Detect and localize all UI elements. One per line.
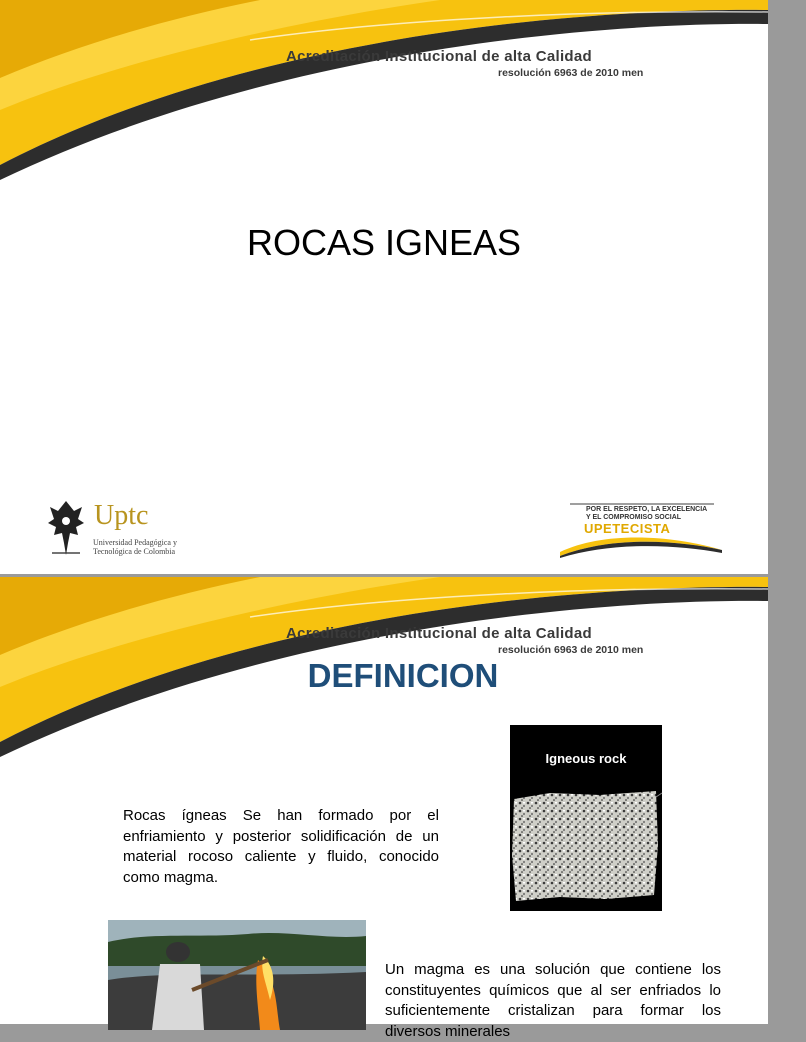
lava-sampling-photo [108, 920, 366, 1030]
image-caption: Igneous rock [545, 751, 627, 766]
definition-paragraph: Rocas ígneas Se han formado por el enfriamiento y posterior solidificación de un material rocoso caliente y fluido, conocido como magma. [123, 807, 439, 886]
igneous-rock-image [510, 725, 662, 911]
accreditation-title: Acreditación Institucional de alta Calidad [286, 625, 592, 642]
upetecista-motto-line1: POR EL RESPETO, LA EXCELENCIA [586, 506, 708, 513]
header-swoosh-graphic [0, 0, 768, 180]
accreditation-resolution: resolución 6963 de 2010 men [498, 644, 644, 656]
slide-title: DEFINICION [307, 657, 499, 694]
slide-2 [0, 577, 768, 1040]
uptc-name-line2: Tecnológica de Colombia [93, 547, 176, 556]
granite-rock-icon [510, 785, 662, 905]
uptc-name-line1: Universidad Pedagógica y [93, 538, 177, 547]
accreditation-resolution: resolución 6963 de 2010 men [498, 67, 644, 79]
slide-title: ROCAS IGNEAS [246, 222, 522, 263]
uptc-logo-text: Uptc [94, 500, 149, 531]
magma-paragraph: Un magma es una solución que contiene los constituyentes químicos que al ser enfriados lo suficientemente cristalizan para formar los diversos minerales [385, 961, 721, 1040]
upetecista-motto-line2: Y EL COMPROMISO SOCIAL [586, 514, 682, 521]
upetecista-logo-text: UPETECISTA [584, 521, 671, 536]
accreditation-title: Acreditación Institucional de alta Calidad [286, 48, 592, 65]
